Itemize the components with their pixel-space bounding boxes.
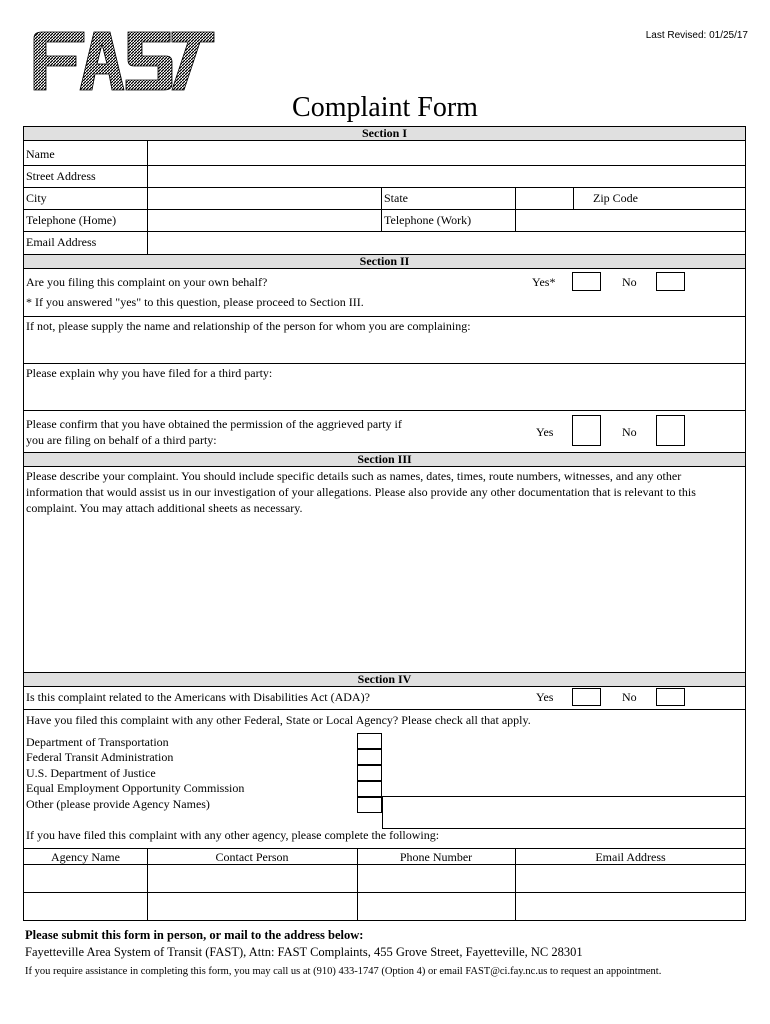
ada-question: Is this complaint related to the Americans with Disabilities Act (ADA)? (26, 690, 370, 704)
third-party-reason-label: Please explain why you have filed for a third party: (26, 366, 273, 380)
ada-yes-checkbox[interactable] (572, 688, 601, 706)
complaint-description-field[interactable] (25, 518, 744, 670)
agency-dot-label: Department of Transportation (26, 735, 169, 749)
third-party-name-label: If not, please supply the name and relationship of the person for whom you are complaining: (26, 319, 471, 333)
own-behalf-yes-label: Yes* (532, 275, 556, 289)
street-address-label: Street Address (26, 169, 96, 183)
col-phone-number: Phone Number (399, 850, 473, 864)
state-label: State (384, 191, 408, 205)
email-address-field[interactable] (149, 232, 744, 253)
city-field[interactable] (149, 188, 380, 208)
agency-fta-label: Federal Transit Administration (26, 750, 174, 764)
name-label: Name (26, 147, 55, 161)
agency-fta-checkbox[interactable] (357, 749, 382, 765)
email-address-label: Email Address (26, 235, 97, 249)
row2-agency-name-field[interactable] (25, 893, 146, 919)
complete-following-label: If you have filed this complaint with any other agency, please complete the following: (26, 828, 440, 842)
col-agency-name: Agency Name (51, 850, 120, 864)
page-title: Complaint Form (292, 92, 478, 123)
agency-other-label: Other (please provide Agency Names) (26, 797, 210, 811)
permission-no-checkbox[interactable] (656, 415, 685, 446)
row1-agency-name-field[interactable] (25, 865, 146, 891)
own-behalf-no-label: No (622, 275, 637, 289)
name-field[interactable] (149, 143, 744, 164)
agency-dot-checkbox[interactable] (357, 733, 382, 749)
col-email-address: Email Address (595, 850, 666, 864)
submit-instructions: Please submit this form in person, or mail to the address below: (25, 928, 364, 942)
other-agency-question: Have you filed this complaint with any other Federal, State or Local Agency? Please check all that apply. (26, 713, 531, 727)
permission-yes-checkbox[interactable] (572, 415, 601, 446)
agency-eeoc-checkbox[interactable] (357, 781, 382, 797)
describe-line2: information that would assist us in our investigation of your allegations. Please also provide any other documentation that is relevant to this (26, 485, 696, 499)
permission-no-label: No (622, 425, 637, 439)
section-1-heading: Section I (24, 126, 745, 141)
telephone-home-field[interactable] (149, 210, 380, 230)
third-party-reason-field[interactable] (25, 381, 744, 409)
telephone-work-field[interactable] (517, 210, 744, 230)
assistance-note: If you require assistance in completing this form, you may call us at (910) 433-1747 (Option 4) or email FAST@ci.fay.nc.us to request an appointment. (25, 966, 662, 977)
row1-email-address-field[interactable] (516, 865, 744, 891)
street-address-field[interactable] (149, 166, 744, 186)
zip-code-label: Zip Code (593, 191, 638, 205)
agency-eeoc-label: Equal Employment Opportunity Commission (26, 781, 245, 795)
row1-contact-person-field[interactable] (148, 865, 356, 891)
own-behalf-question: Are you filing this complaint on your own behalf? (26, 275, 268, 289)
describe-line1: Please describe your complaint. You should include specific details such as names, dates, times, route numbers, witnesses, and any other (26, 469, 682, 483)
section-4-heading: Section IV (24, 672, 745, 687)
telephone-home-label: Telephone (Home) (26, 213, 117, 227)
city-label: City (26, 191, 47, 205)
row2-contact-person-field[interactable] (148, 893, 356, 919)
permission-yes-label: Yes (536, 425, 554, 439)
agency-doj-label: U.S. Department of Justice (26, 766, 156, 780)
row1-phone-number-field[interactable] (358, 865, 514, 891)
ada-no-label: No (622, 690, 637, 704)
last-revised: Last Revised: 01/25/17 (645, 30, 748, 41)
permission-confirm-line1: Please confirm that you have obtained the permission of the aggrieved party if (26, 417, 402, 431)
own-behalf-yes-checkbox[interactable] (572, 272, 601, 291)
section-2-heading: Section II (24, 254, 745, 269)
agency-other-checkbox[interactable] (357, 797, 382, 813)
row2-email-address-field[interactable] (516, 893, 744, 919)
telephone-work-label: Telephone (Work) (384, 213, 472, 227)
third-party-name-field[interactable] (25, 334, 744, 362)
fast-logo (32, 30, 217, 92)
permission-confirm-line2: you are filing on behalf of a third party: (26, 433, 217, 447)
col-contact-person: Contact Person (215, 850, 289, 864)
section-3-heading: Section III (24, 452, 745, 467)
state-field[interactable] (517, 188, 572, 208)
describe-line3: complaint. You may attach additional sheets as necessary. (26, 501, 303, 515)
ada-yes-label: Yes (536, 690, 554, 704)
other-agency-names-field[interactable] (384, 798, 744, 826)
ada-no-checkbox[interactable] (656, 688, 685, 706)
mailing-address: Fayetteville Area System of Transit (FAST), Attn: FAST Complaints, 455 Grove Street, Fayetteville, NC 28301 (25, 945, 583, 959)
own-behalf-note: * If you answered "yes" to this question, please proceed to Section III. (26, 295, 364, 309)
agency-doj-checkbox[interactable] (357, 765, 382, 781)
own-behalf-no-checkbox[interactable] (656, 272, 685, 291)
row2-phone-number-field[interactable] (358, 893, 514, 919)
